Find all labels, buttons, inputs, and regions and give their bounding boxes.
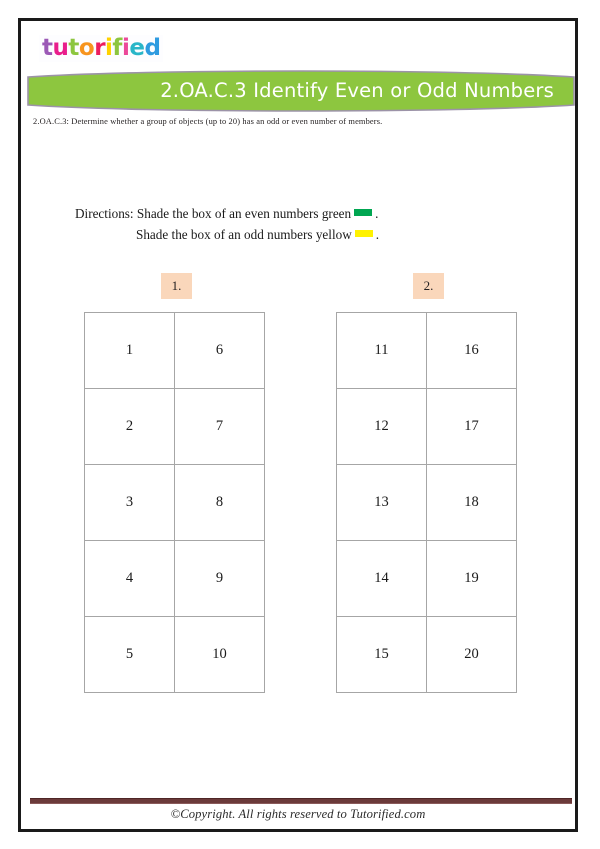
logo-letter-2: t [68, 35, 79, 61]
page-title: 2.OA.C.3 Identify Even or Odd Numbers [160, 79, 554, 102]
logo-letter-9: d [144, 35, 161, 61]
problem-number-badge-2: 2. [413, 273, 444, 299]
directions-line-even [75, 203, 379, 224]
number-grid-row [337, 313, 517, 389]
logo-letter-5: i [105, 35, 113, 61]
number-cell[interactable]: 6 [175, 313, 265, 389]
number-cell[interactable]: 1 [85, 313, 175, 389]
number-cell[interactable]: 14 [337, 541, 427, 617]
logo-letter-1: u [52, 35, 69, 61]
number-cell[interactable]: 15 [337, 617, 427, 693]
title-banner [26, 69, 575, 113]
number-grid-row [337, 389, 517, 465]
yellow-color-swatch [355, 230, 373, 237]
worksheet-page [18, 18, 578, 832]
directions-even-text: Directions: Shade the box of an even numbers green [75, 206, 352, 221]
number-cell[interactable]: 17 [427, 389, 517, 465]
number-grid-1-body [85, 313, 265, 693]
directions-odd-period: . [375, 227, 380, 243]
logo-letter-4: r [94, 35, 106, 61]
number-cell[interactable]: 9 [175, 541, 265, 617]
number-cell[interactable]: 18 [427, 465, 517, 541]
number-cell[interactable]: 16 [427, 313, 517, 389]
standard-description: 2.OA.C.3: Determine whether a group of objects (up to 20) has an odd or even number of members. [33, 117, 383, 126]
number-grid-row [337, 465, 517, 541]
problem-number-badge-1: 1. [161, 273, 192, 299]
number-grid-row [337, 541, 517, 617]
directions-odd-text: Shade the box of an odd numbers yellow [136, 227, 352, 243]
number-cell[interactable]: 12 [337, 389, 427, 465]
number-cell[interactable]: 20 [427, 617, 517, 693]
number-cell[interactable]: 5 [85, 617, 175, 693]
number-grid-row [337, 617, 517, 693]
logo-letter-6: f [112, 35, 122, 61]
logo-letter-3: o [78, 35, 95, 61]
number-cell[interactable]: 4 [85, 541, 175, 617]
number-cell[interactable]: 11 [337, 313, 427, 389]
logo-letter-7: i [121, 35, 130, 61]
footer-copyright: ©Copyright. All rights reserved to Tutorified.com [170, 807, 426, 821]
number-grid-1 [84, 312, 265, 693]
number-grid-row [85, 389, 265, 465]
directions-even-period: . [375, 206, 379, 221]
number-grid-row [85, 313, 265, 389]
directions-line-odd [75, 224, 379, 245]
number-grid-2-body [337, 313, 517, 693]
number-cell[interactable]: 8 [175, 465, 265, 541]
tutorified-logo [39, 35, 163, 62]
number-cell[interactable]: 13 [337, 465, 427, 541]
number-cell[interactable]: 19 [427, 541, 517, 617]
green-color-swatch [354, 209, 372, 216]
number-cell[interactable]: 2 [85, 389, 175, 465]
number-grid-row [85, 465, 265, 541]
number-cell[interactable]: 3 [85, 465, 175, 541]
number-grid-row [85, 541, 265, 617]
logo-letter-0: t [42, 35, 53, 61]
worksheet-content [21, 21, 575, 829]
number-grid-row [85, 617, 265, 693]
directions-block [75, 203, 379, 246]
footer-divider [30, 798, 572, 804]
logo-letter-8: e [129, 35, 145, 61]
number-grid-2 [336, 312, 517, 693]
number-cell[interactable]: 10 [175, 617, 265, 693]
number-cell[interactable]: 7 [175, 389, 265, 465]
